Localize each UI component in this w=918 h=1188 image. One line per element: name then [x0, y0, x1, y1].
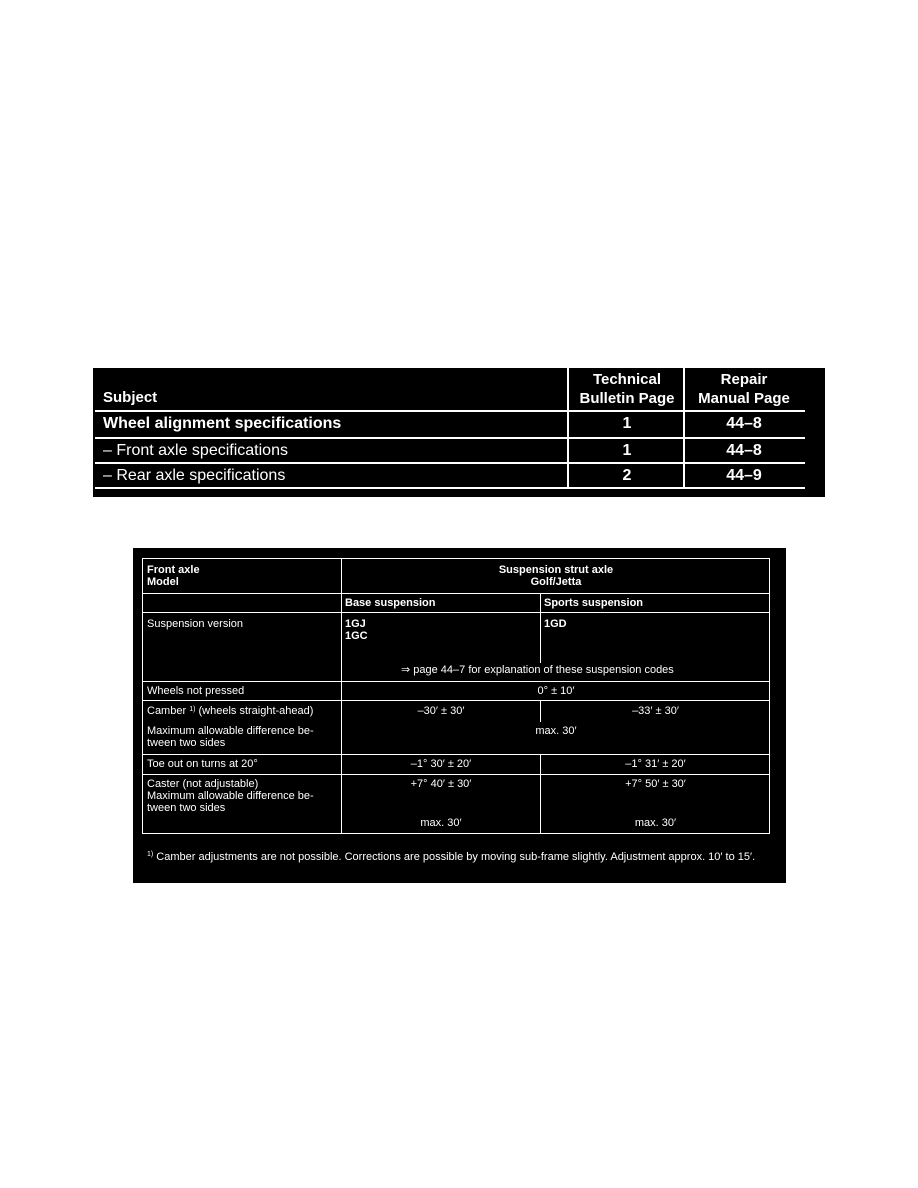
row-divider	[142, 754, 770, 755]
row-manual-page: 44–9	[726, 467, 762, 484]
front-axle-spec-table	[133, 548, 786, 883]
header-technical-bulletin-page	[569, 368, 685, 410]
value-caster-base-max: max. 30′	[420, 817, 462, 829]
label-camber	[147, 705, 313, 718]
camber-label-text: Camber	[147, 705, 187, 717]
label-wheels-not-pressed: Wheels not pressed	[147, 685, 245, 697]
row-subject: – Rear axle specifications	[103, 467, 286, 484]
row-subject: Wheel alignment specifications	[103, 415, 342, 432]
index-table	[93, 368, 825, 497]
base-code: 1GJ	[345, 618, 366, 630]
footnote-text: Camber adjustments are not possible. Corrections are possible by moving sub-frame slightly. Adjustment approx. 10′ to 15′.	[156, 851, 756, 863]
value-toe-out-sports: –1° 31′ ± 20′	[625, 758, 686, 770]
table-row	[93, 439, 825, 463]
row-bulletin-page: 1	[622, 442, 632, 459]
sports-code: 1GD	[544, 618, 567, 630]
row-divider	[142, 774, 770, 775]
header-axle-type: Suspension strut axle	[498, 564, 614, 576]
row-divider	[142, 700, 770, 701]
label-caster: Caster (not adjustable)	[147, 778, 259, 790]
header-subject: Subject	[103, 389, 158, 406]
index-header-row	[93, 368, 825, 410]
header-sports-suspension: Sports suspension	[544, 597, 644, 609]
base-code: 1GC	[345, 630, 368, 642]
table-bottom-rule	[95, 487, 805, 489]
camber-label-suffix: (wheels straight-ahead)	[198, 705, 314, 717]
row-divider	[142, 681, 770, 682]
value-caster-sports: +7° 50′ ± 30′	[625, 778, 686, 790]
value-toe-out-base: –1° 30′ ± 20′	[410, 758, 472, 770]
header-models: Golf/Jetta	[530, 576, 582, 588]
header-manual-line2: Manual Page	[698, 390, 790, 407]
row-subject: – Front axle specifications	[103, 442, 288, 459]
row-bulletin-page: 1	[622, 415, 632, 432]
label-camber-max-diff-2: tween two sides	[147, 737, 226, 749]
value-wheels-not-pressed: 0° ± 10′	[537, 685, 575, 697]
row-divider	[142, 593, 770, 594]
header-manual-line1: Repair	[720, 371, 768, 388]
table-row	[93, 464, 825, 488]
row-manual-page: 44–8	[726, 442, 762, 459]
label-suspension-version: Suspension version	[147, 618, 244, 630]
header-bulletin-line2: Bulletin Page	[579, 390, 675, 407]
value-camber-max-diff: max. 30′	[535, 725, 577, 737]
header-model: Model	[147, 576, 179, 588]
footnote-mark: 1)	[189, 706, 196, 713]
header-repair-manual-page	[685, 368, 803, 410]
footnote-mark: 1)	[147, 851, 154, 858]
header-bulletin-line1: Technical	[592, 371, 662, 388]
row-bulletin-page: 2	[622, 467, 632, 484]
label-camber-max-diff-1: Maximum allowable difference be-	[147, 725, 314, 737]
value-caster-sports-max: max. 30′	[634, 817, 677, 829]
column-divider	[540, 593, 541, 663]
header-front-axle: Front axle	[147, 564, 200, 576]
value-camber-base: –30′ ± 30′	[417, 705, 465, 717]
row-divider	[142, 612, 770, 613]
label-caster-max-diff-2: tween two sides	[147, 802, 226, 814]
row-manual-page: 44–8	[726, 415, 762, 432]
value-camber-sports: –33′ ± 30′	[632, 705, 679, 717]
suspension-code-note: ⇒ page 44–7 for explanation of these suspension codes	[401, 664, 674, 676]
label-caster-max-diff-1: Maximum allowable difference be-	[147, 790, 314, 802]
label-toe-out: Toe out on turns at 20°	[147, 758, 258, 770]
header-base-suspension: Base suspension	[345, 597, 436, 609]
value-caster-base: +7° 40′ ± 30′	[410, 778, 472, 790]
table-row	[93, 412, 825, 436]
footnote	[147, 850, 777, 864]
